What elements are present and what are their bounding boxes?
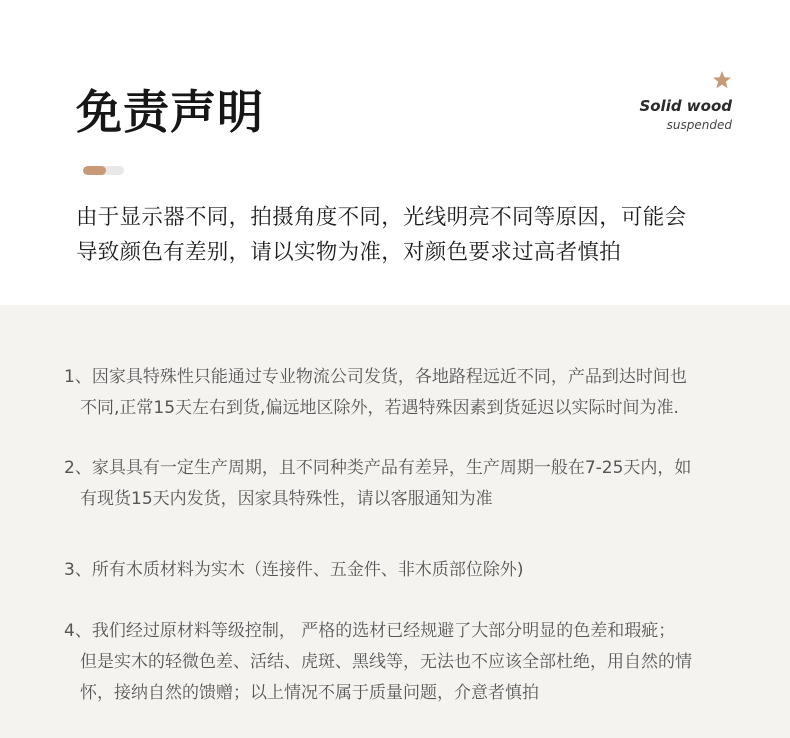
notice-line: 3、所有木质材料为实木（连接件、五金件、非木质部位除外)	[64, 560, 524, 580]
section-indicator-fill	[83, 166, 106, 175]
brand-line-1: Solid wood	[639, 97, 732, 115]
star-icon	[712, 70, 732, 90]
header-section	[0, 0, 790, 305]
notice-line: 但是实木的轻微色差、活结、虎斑、黑线等，无法也不应该全部杜绝，用自然的情	[80, 652, 692, 672]
notice-line: 1、因家具特殊性只能通过专业物流公司发货，各地路程远近不同，产品到达时间也	[64, 367, 687, 387]
notice-panel	[0, 305, 790, 738]
notice-item	[64, 555, 744, 586]
intro-line: 由于显示器不同，拍摄角度不同，光线明亮不同等原因，可能会	[76, 205, 687, 230]
notice-line: 怀，接纳自然的馈赠；以上情况不属于质量问题，介意者慎拍	[80, 683, 539, 703]
section-indicator	[83, 166, 124, 175]
notice-line: 2、家具具有一定生产周期，且不同种类产品有差异，生产周期一般在7-25天内，如	[64, 458, 692, 478]
intro-text	[76, 200, 756, 270]
brand-line-2: suspended	[666, 118, 732, 132]
notice-line: 4、我们经过原材料等级控制， 严格的选材已经规避了大部分明显的色差和瑕疵；	[64, 621, 676, 641]
notice-line: 不同,正常15天左右到货,偏远地区除外，若遇特殊因素到货延迟以实际时间为准.	[80, 398, 679, 418]
notice-item	[64, 453, 744, 515]
notice-item	[64, 616, 744, 709]
notice-line: 有现货15天内发货，因家具特殊性，请以客服通知为准	[80, 489, 493, 509]
notice-item	[64, 362, 744, 424]
page-title: 免责声明	[76, 85, 264, 139]
intro-line: 导致颜色有差别，请以实物为准，对颜色要求过高者慎拍	[76, 240, 622, 265]
